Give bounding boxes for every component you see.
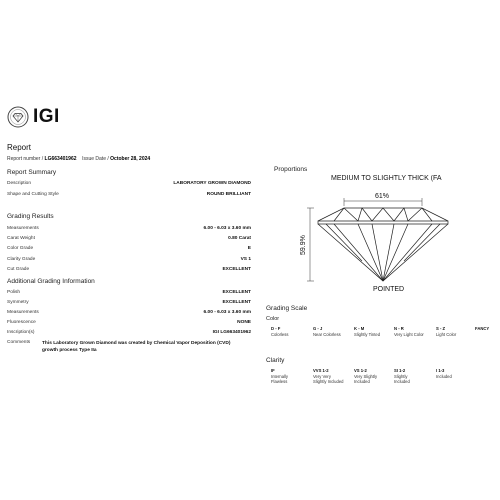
scale-desc: Light Color: [436, 331, 457, 337]
additional-row: [7, 320, 251, 328]
row-value: 6.00 - 6.03 x 3.60 mm: [203, 226, 251, 231]
additional-row: [7, 290, 251, 298]
scale-grade: VVS 1-2: [313, 368, 329, 373]
girdle-label: MEDIUM TO SLIGHTLY THICK (FA: [331, 175, 442, 182]
row-label: Carat Weight: [7, 236, 35, 241]
row-value: EXCELLENT: [222, 267, 251, 272]
scale-desc: Slightly Tinted: [354, 331, 381, 337]
scale-desc: Internally Flawless: [271, 373, 288, 384]
row-label: Measurements: [7, 226, 39, 231]
depth-percentage: 59.9%: [300, 235, 307, 255]
color-scale-item: [354, 326, 392, 337]
report-title: Report: [7, 143, 32, 152]
row-label: Measurements: [7, 310, 39, 315]
scale-desc: Included: [436, 373, 452, 379]
color-scale-item: [271, 326, 309, 337]
additional-row: [7, 300, 251, 308]
additional-row: [7, 330, 251, 338]
row-value: 0.80 Carat: [228, 236, 251, 241]
scale-desc: Very Light Color: [394, 331, 424, 337]
color-scale-item: [313, 326, 351, 337]
table-percentage: 61%: [375, 193, 390, 200]
igi-seal-icon: [7, 106, 29, 128]
row-value: LABORATORY GROWN DIAMOND: [173, 181, 251, 186]
grading-scale-heading: Grading Scale: [266, 305, 308, 312]
clarity-scale-item: [354, 368, 388, 385]
scale-grade: VS 1-2: [354, 368, 367, 373]
row-value: E: [247, 246, 251, 251]
scale-grade: N - R: [394, 326, 404, 331]
additional-info-heading: Additional Grading Information: [7, 278, 95, 285]
color-scale-item: [436, 326, 470, 337]
row-label: Polish: [7, 290, 21, 295]
additional-row: [7, 310, 251, 318]
grading-row: [7, 236, 251, 244]
row-value: ROUND BRILLIANT: [206, 192, 251, 197]
comments-label: Comments: [7, 340, 31, 345]
grading-results-heading: Grading Results: [7, 213, 54, 220]
row-value: EXCELLENT: [222, 290, 251, 295]
row-label: Cut Grade: [7, 267, 30, 272]
grading-row: [7, 267, 251, 275]
summary-row: [7, 192, 251, 200]
grading-row: [7, 246, 251, 254]
crown-outline: [318, 208, 448, 221]
scale-desc: Near Colorless: [313, 331, 341, 337]
scale-grade: IF: [271, 368, 275, 373]
scale-desc: Slightly Included: [394, 373, 410, 384]
row-value: NONE: [237, 320, 251, 325]
row-label: Color Grade: [7, 246, 34, 251]
grading-row: [7, 226, 251, 234]
scale-desc: Very Very Slightly Included: [313, 373, 344, 384]
scale-desc: Colorless: [271, 331, 289, 337]
row-value: IGI LG663401962: [212, 330, 251, 335]
report-number-label: Report number /: [7, 156, 44, 162]
clarity-scale-item: [313, 368, 345, 385]
row-label: Shape and Cutting Style: [7, 192, 59, 197]
report-summary-heading: Report Summary: [7, 169, 57, 176]
row-label: Symmetry: [7, 300, 29, 305]
color-scale-item: [394, 326, 434, 337]
clarity-scale-item: [436, 368, 466, 379]
culet-label: POINTED: [373, 286, 405, 293]
issue-date: October 28, 2024: [110, 156, 151, 162]
row-label: Inscription(s): [7, 330, 35, 335]
proportions-heading: Proportions: [274, 166, 308, 173]
clarity-scale-item: [394, 368, 424, 385]
summary-row: [7, 181, 251, 189]
color-scale-heading: Color: [266, 316, 280, 322]
girdle-outline: [318, 221, 448, 224]
row-label: Description: [7, 181, 31, 186]
scale-grade: K - M: [354, 326, 365, 331]
row-label: Fluorescence: [7, 320, 36, 325]
report-meta: [7, 156, 150, 162]
igi-logo: [7, 106, 60, 128]
scale-grade: D - F: [271, 326, 281, 331]
clarity-scale-heading: Clarity: [266, 357, 285, 364]
color-scale-item: [475, 326, 497, 332]
grading-row: [7, 257, 251, 265]
row-value: VS 1: [240, 257, 251, 262]
scale-grade: I 1-3: [436, 368, 445, 373]
comments-text: This Laboratory Grown Diamond was created by Chemical Vapor Deposition (CVD) growth process Type IIa: [42, 341, 231, 353]
logo-text: IGI: [33, 106, 60, 127]
report-number: LG663401962: [44, 156, 77, 162]
scale-grade: SI 1-2: [394, 368, 406, 373]
row-value: EXCELLENT: [222, 300, 251, 305]
scale-grade: FANCY: [475, 326, 490, 331]
proportions-diagram: [300, 183, 490, 295]
scale-grade: G - J: [313, 326, 323, 331]
scale-grade: S - Z: [436, 326, 446, 331]
clarity-scale-item: [271, 368, 301, 385]
pavilion-outline: [318, 224, 448, 281]
row-value: 6.00 - 6.03 x 3.60 mm: [203, 310, 251, 315]
row-label: Clarity Grade: [7, 257, 36, 262]
scale-desc: Very Slightly Included: [354, 373, 378, 384]
issue-date-label: Issue Date /: [82, 156, 109, 162]
